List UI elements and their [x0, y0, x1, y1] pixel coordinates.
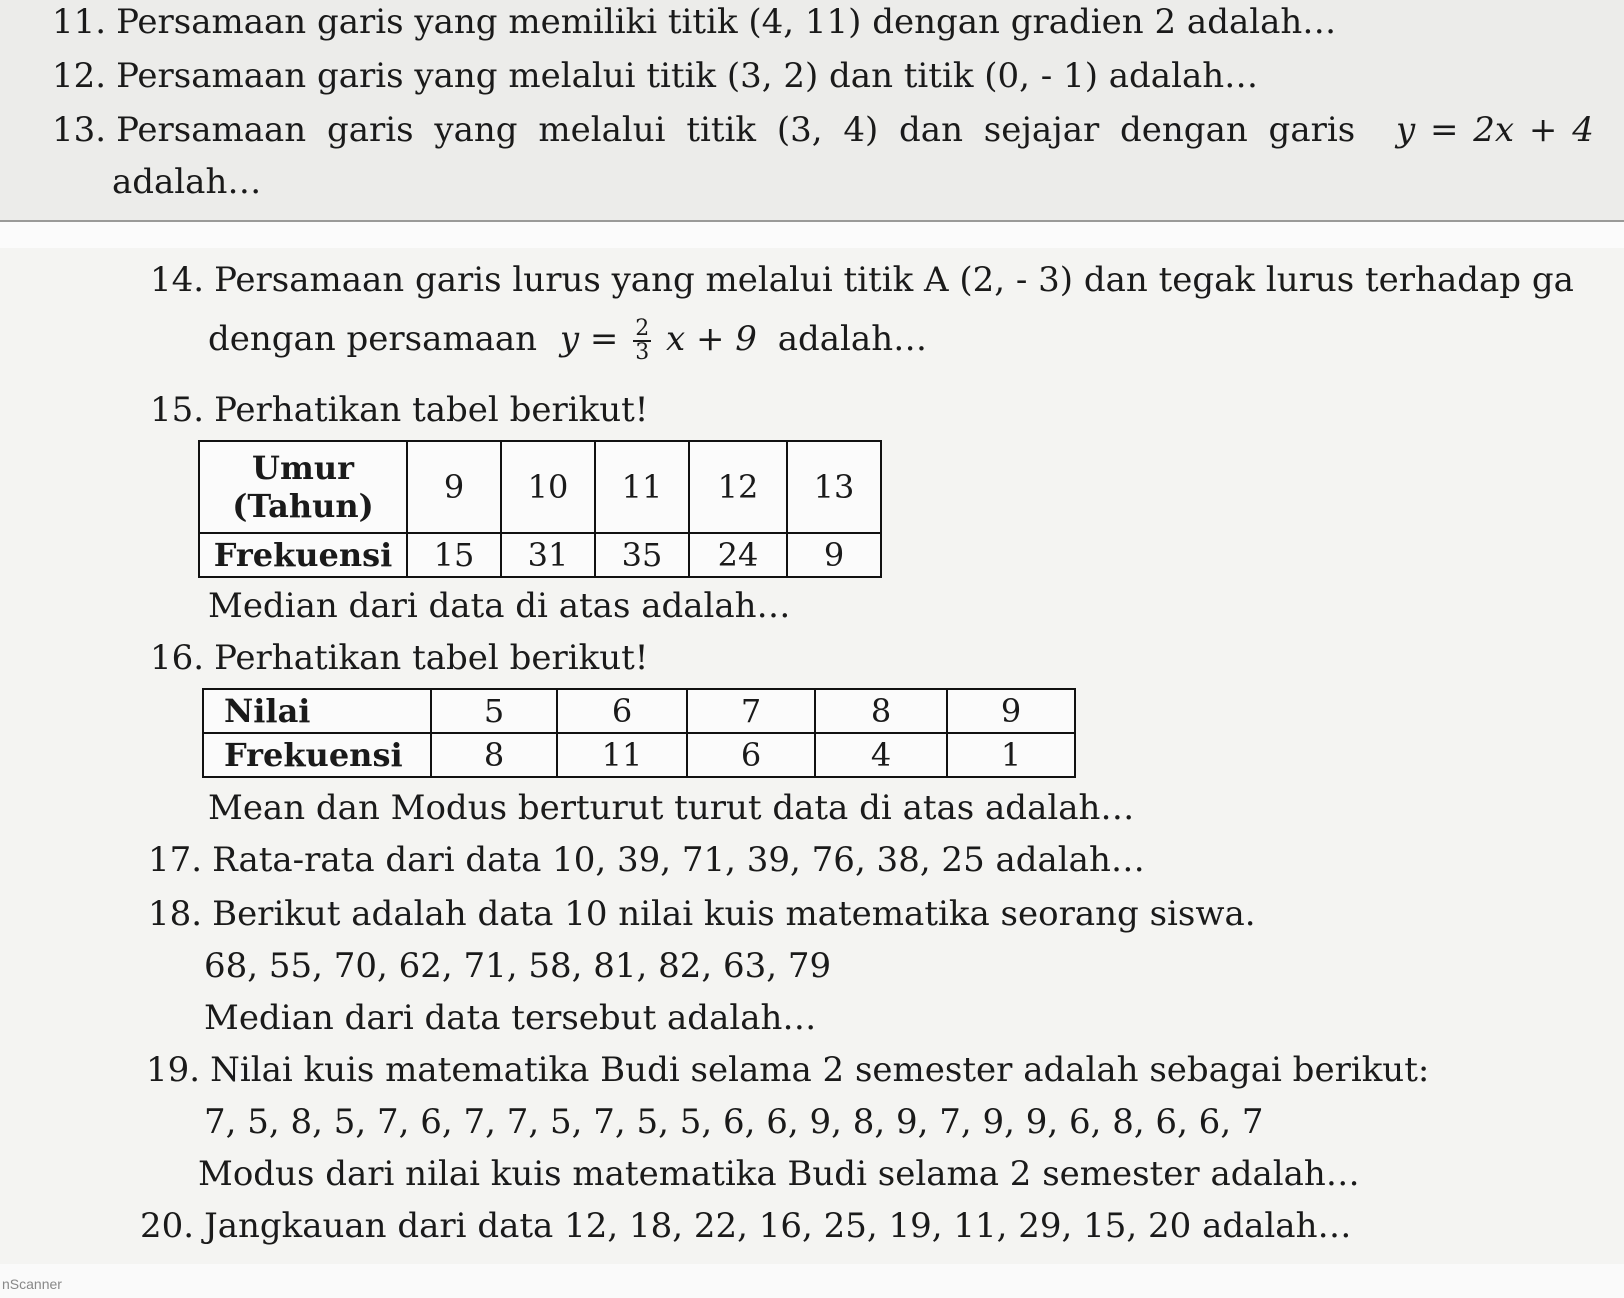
table-cell: 1: [947, 733, 1075, 777]
data-list: 68, 55, 70, 62, 71, 58, 81, 82, 63, 79: [204, 946, 832, 986]
question-11: [52, 2, 1336, 42]
page-gap: [0, 222, 1624, 248]
question-number: 17.: [148, 840, 203, 880]
question-number: 15.: [150, 390, 205, 430]
table-cell: 6: [687, 733, 815, 777]
table-cell: 6: [557, 689, 687, 733]
table-cell: 24: [689, 533, 787, 577]
fraction-denominator: 3: [635, 340, 650, 365]
table-cell: 11: [595, 441, 689, 533]
question-number: 11.: [52, 2, 107, 42]
question-14-continuation: [208, 318, 927, 364]
question-text: Persamaan garis yang melalui titik (3, 2) dan titik (0, - 1) adalah…: [116, 56, 1259, 96]
equation-lhs: y =: [559, 319, 619, 359]
footer-bar: [0, 1264, 1624, 1298]
question-18: [148, 894, 1256, 934]
question-text: Perhatikan tabel berikut!: [214, 390, 649, 430]
question-12: [52, 56, 1258, 96]
scanner-watermark: nScanner: [2, 1276, 62, 1292]
fraction: [633, 318, 651, 364]
table-cell: 11: [557, 733, 687, 777]
question-text: Perhatikan tabel berikut!: [214, 638, 649, 678]
table-header-cell: Umur (Tahun): [199, 441, 407, 533]
question-19-data: [204, 1102, 1264, 1142]
table-row: [199, 441, 881, 533]
question-number: 20.: [140, 1206, 195, 1246]
question-19-prompt: [198, 1154, 1360, 1194]
table-cell: 8: [431, 733, 557, 777]
table-row: [203, 689, 1075, 733]
table-header-cell: Frekuensi: [199, 533, 407, 577]
table-cell: 31: [501, 533, 595, 577]
table-cell: 9: [947, 689, 1075, 733]
question-13: [52, 110, 1594, 150]
question-text: Nilai kuis matematika Budi selama 2 semester adalah sebagai berikut:: [210, 1050, 1430, 1090]
question-16: [150, 638, 648, 678]
table-cell: 4: [815, 733, 947, 777]
question-13-continuation: [112, 162, 261, 202]
question-text: Berikut adalah data 10 nilai kuis matematika seorang siswa.: [212, 894, 1256, 934]
question-prompt: Median dari data di atas adalah…: [208, 586, 791, 626]
question-prompt: Median dari data tersebut adalah…: [204, 998, 817, 1038]
question-prompt: Modus dari nilai kuis matematika Budi selama 2 semester adalah…: [198, 1154, 1360, 1194]
question-text: Persamaan garis yang melalui titik (3, 4) dan sejajar dengan garis: [116, 110, 1356, 150]
question-prompt: Mean dan Modus berturut turut data di atas adalah…: [208, 788, 1135, 828]
question-19: [146, 1050, 1429, 1090]
table-cell: 9: [407, 441, 501, 533]
table-cell: 9: [787, 533, 881, 577]
table-cell: 8: [815, 689, 947, 733]
question-number: 14.: [150, 260, 205, 300]
table-cell: 10: [501, 441, 595, 533]
question-20: [140, 1206, 1351, 1246]
question-number: 19.: [146, 1050, 201, 1090]
equation-rhs: x + 9: [666, 319, 757, 359]
question-text: Persamaan garis lurus yang melalui titik A (2, - 3) dan tegak lurus terhadap ga: [214, 260, 1574, 300]
question-text: Persamaan garis yang memiliki titik (4, 11) dengan gradien 2 adalah…: [116, 2, 1337, 42]
question-number: 12.: [52, 56, 107, 96]
fraction-numerator: 2: [635, 316, 650, 341]
table-header-cell: Nilai: [203, 689, 431, 733]
equation: y = 2x + 4: [1395, 110, 1594, 150]
age-frequency-table: [198, 440, 882, 578]
table-header-cell: Frekuensi: [203, 733, 431, 777]
table-cell: 12: [689, 441, 787, 533]
table-row: [199, 533, 881, 577]
question-15: [150, 390, 648, 430]
question-18-prompt: [204, 998, 816, 1038]
question-18-data: [204, 946, 831, 986]
table-cell: 7: [687, 689, 815, 733]
data-list: 7, 5, 8, 5, 7, 6, 7, 7, 5, 7, 5, 5, 6, 6, 9, 8, 9, 7, 9, 9, 6, 8, 6, 6, 7: [204, 1102, 1264, 1142]
score-frequency-table: [202, 688, 1076, 778]
question-number: 18.: [148, 894, 203, 934]
question-number: 16.: [150, 638, 205, 678]
table-cell: 5: [431, 689, 557, 733]
table-row: [203, 733, 1075, 777]
question-text: Rata-rata dari data 10, 39, 71, 39, 76, 38, 25 adalah…: [212, 840, 1145, 880]
question-14: [150, 260, 1574, 300]
question-16-prompt: [208, 788, 1134, 828]
table-cell: 15: [407, 533, 501, 577]
question-text-continued: adalah…: [112, 162, 262, 202]
question-15-prompt: [208, 586, 791, 626]
question-number: 13.: [52, 110, 107, 150]
question-text-end: adalah…: [777, 319, 928, 359]
question-text-continued: dengan persamaan: [208, 319, 538, 359]
table-cell: 13: [787, 441, 881, 533]
table-cell: 35: [595, 533, 689, 577]
question-17: [148, 840, 1145, 880]
question-text: Jangkauan dari data 12, 18, 22, 16, 25, 19, 11, 29, 15, 20 adalah…: [204, 1206, 1352, 1246]
